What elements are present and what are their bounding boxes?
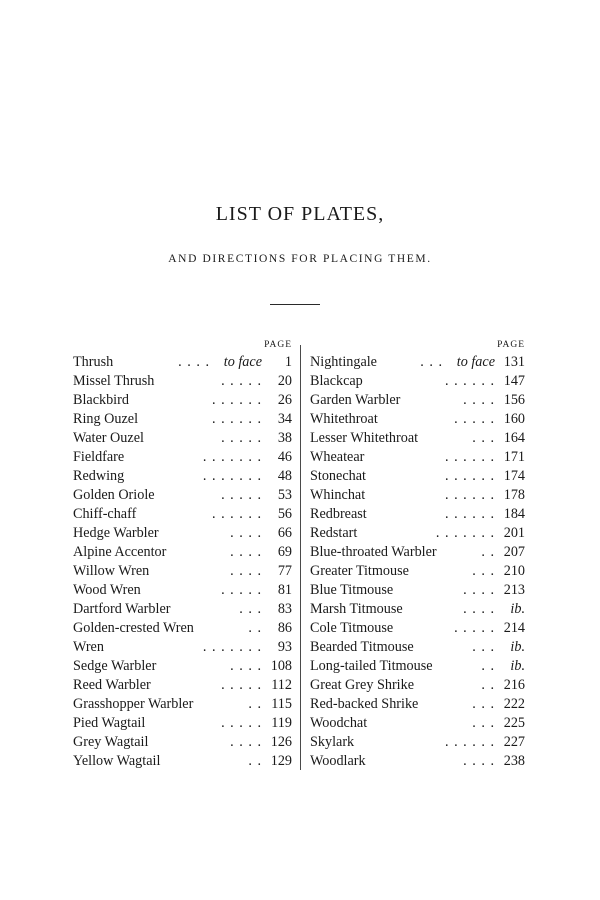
plate-entry xyxy=(73,695,292,714)
plate-entry xyxy=(310,581,525,600)
leader-dots: . . . xyxy=(472,715,495,731)
leader-dots: . . . . xyxy=(463,582,495,598)
leader-dots: . . . . xyxy=(178,354,210,370)
plate-name: Missel Thrush xyxy=(73,373,155,389)
leader-dots: . . . . . . . xyxy=(202,639,262,655)
plate-entry xyxy=(73,486,292,505)
plate-name: Stonechat xyxy=(310,468,366,484)
plate-name: Blackbird xyxy=(73,392,129,408)
page-number: 56 xyxy=(277,506,292,522)
plates-list-left xyxy=(73,337,292,771)
page-number: 83 xyxy=(277,601,292,617)
leader-dots: . . . . xyxy=(230,525,262,541)
page-column-header-left: PAGE xyxy=(264,340,292,350)
plate-entry xyxy=(73,600,292,619)
plate-entry xyxy=(310,410,525,429)
leader-dots: . . . . . xyxy=(221,677,262,693)
page-number: 207 xyxy=(503,544,525,560)
leader-dots: . . . . . xyxy=(221,373,262,389)
plate-name: Golden-crested Wren xyxy=(73,620,194,636)
leader-dots: . . . xyxy=(472,696,495,712)
plate-name: Woodchat xyxy=(310,715,368,731)
page-number: 201 xyxy=(503,525,525,541)
plate-name: Grey Wagtail xyxy=(73,734,149,750)
plate-name: Thrush xyxy=(73,354,114,370)
plate-name: Willow Wren xyxy=(73,563,150,579)
plate-name: Wood Wren xyxy=(73,582,141,598)
leader-dots: . . . . . xyxy=(221,430,262,446)
plate-entry xyxy=(310,391,525,410)
plate-entry xyxy=(310,733,525,752)
leader-dots: . . . . . . xyxy=(444,373,495,389)
plate-name: Wren xyxy=(73,639,104,655)
plate-name: Yellow Wagtail xyxy=(73,753,161,769)
plate-entry xyxy=(310,714,525,733)
page-number: ib. xyxy=(510,601,525,617)
page-number: 119 xyxy=(271,715,292,731)
plate-entry xyxy=(73,524,292,543)
leader-dots: . . . . . . xyxy=(444,734,495,750)
plate-name: Ring Ouzel xyxy=(73,411,139,427)
page-number: ib. xyxy=(510,658,525,674)
plate-name: Chiff-chaff xyxy=(73,506,137,522)
leader-dots: . . . . . xyxy=(221,487,262,503)
plate-name: Whinchat xyxy=(310,487,366,503)
page-number: 178 xyxy=(503,487,525,503)
leader-dots: . . . . . . xyxy=(444,487,495,503)
page-number: 115 xyxy=(271,696,292,712)
page-number: 20 xyxy=(277,373,292,389)
plate-entry xyxy=(310,619,525,638)
leader-dots: . . . . xyxy=(230,563,262,579)
page-title: LIST OF PLATES, xyxy=(215,203,385,225)
page-number: ib. xyxy=(510,639,525,655)
leader-dots: . . . . xyxy=(230,658,262,674)
plate-name: Redbreast xyxy=(310,506,367,522)
leader-dots: . . xyxy=(248,620,262,636)
leader-dots: . . . . . xyxy=(221,715,262,731)
leader-dots: . . . xyxy=(472,639,495,655)
plate-name: Red-backed Shrike xyxy=(310,696,419,712)
page-number: 216 xyxy=(503,677,525,693)
page-number: 184 xyxy=(503,506,525,522)
page-number: 112 xyxy=(271,677,292,693)
leader-dots: . . . . xyxy=(463,392,495,408)
page-number: 81 xyxy=(277,582,292,598)
leader-dots: . . . . . . xyxy=(444,468,495,484)
page-number: 227 xyxy=(503,734,525,750)
plate-name: Woodlark xyxy=(310,753,366,769)
plate-entry xyxy=(73,353,292,372)
plate-entry xyxy=(310,429,525,448)
plate-name: Cole Titmouse xyxy=(310,620,394,636)
plate-entry xyxy=(310,353,525,372)
page-number: 34 xyxy=(277,411,292,427)
leader-dots: . . xyxy=(481,544,495,560)
page-number: 126 xyxy=(270,734,292,750)
plate-entry xyxy=(73,676,292,695)
leader-dots: . . . . . . . xyxy=(435,525,495,541)
leader-dots: . . xyxy=(481,677,495,693)
plate-name: Pied Wagtail xyxy=(73,715,146,731)
page-number: 164 xyxy=(503,430,525,446)
page-column-header-right: PAGE xyxy=(497,340,525,350)
page-subtitle: AND DIRECTIONS FOR PLACING THEM. xyxy=(168,253,432,265)
leader-dots: . . . . . . xyxy=(211,392,262,408)
plate-entry xyxy=(310,695,525,714)
plate-name: Dartford Warbler xyxy=(73,601,171,617)
page-number: 222 xyxy=(503,696,525,712)
plate-entry xyxy=(310,638,525,657)
leader-dots: . . . xyxy=(472,563,495,579)
leader-dots: . . . xyxy=(239,601,262,617)
plate-entry xyxy=(73,505,292,524)
plate-name: Redwing xyxy=(73,468,125,484)
plate-name: Marsh Titmouse xyxy=(310,601,403,617)
plate-name: Nightingale xyxy=(310,354,377,370)
page-number: 171 xyxy=(503,449,525,465)
plates-list-right xyxy=(310,337,525,771)
plate-entry xyxy=(73,657,292,676)
to-face-label: to face xyxy=(223,354,262,370)
leader-dots: . . xyxy=(248,696,262,712)
column-divider xyxy=(300,345,301,770)
plate-entry xyxy=(73,467,292,486)
plate-entry xyxy=(73,752,292,771)
page-number: 46 xyxy=(277,449,292,465)
page-number: 147 xyxy=(503,373,525,389)
plate-entry xyxy=(73,714,292,733)
plate-entry xyxy=(73,562,292,581)
page-number: 129 xyxy=(270,753,292,769)
plate-entry xyxy=(310,505,525,524)
leader-dots: . . . . . . xyxy=(211,411,262,427)
plate-entry xyxy=(73,733,292,752)
plate-entry xyxy=(310,448,525,467)
plate-name: Garden Warbler xyxy=(310,392,401,408)
leader-dots: . . . . xyxy=(230,734,262,750)
plate-name: Blackcap xyxy=(310,373,363,389)
title-rule xyxy=(270,304,320,305)
plate-entry xyxy=(310,676,525,695)
plate-name: Wheatear xyxy=(310,449,365,465)
page-number: 38 xyxy=(277,430,292,446)
page-number: 156 xyxy=(503,392,525,408)
plate-name: Golden Oriole xyxy=(73,487,155,503)
plate-name: Grasshopper Warbler xyxy=(73,696,194,712)
plate-name: Blue-throated Warbler xyxy=(310,544,437,560)
leader-dots: . . . . . xyxy=(454,620,495,636)
page-number: 108 xyxy=(270,658,292,674)
plate-entry xyxy=(310,543,525,562)
plate-name: Blue Titmouse xyxy=(310,582,394,598)
page-number: 48 xyxy=(277,468,292,484)
plate-entry xyxy=(310,657,525,676)
plate-entry xyxy=(73,619,292,638)
plate-name: Greater Titmouse xyxy=(310,563,409,579)
plate-name: Hedge Warbler xyxy=(73,525,159,541)
leader-dots: . . xyxy=(481,658,495,674)
leader-dots: . . . . . . xyxy=(444,506,495,522)
plate-name: Redstart xyxy=(310,525,358,541)
leader-dots: . . xyxy=(248,753,262,769)
plate-name: Fieldfare xyxy=(73,449,125,465)
plate-entry xyxy=(310,752,525,771)
plate-entry xyxy=(73,429,292,448)
plate-entry xyxy=(73,638,292,657)
page-number: 160 xyxy=(503,411,525,427)
page-number: 174 xyxy=(503,468,525,484)
page-number: 77 xyxy=(277,563,292,579)
plate-entry xyxy=(73,581,292,600)
plate-name: Alpine Accentor xyxy=(73,544,167,560)
plate-name: Water Ouzel xyxy=(73,430,144,446)
page-number: 53 xyxy=(277,487,292,503)
page-number: 225 xyxy=(503,715,525,731)
plate-entry xyxy=(73,372,292,391)
plate-name: Skylark xyxy=(310,734,355,750)
leader-dots: . . . . xyxy=(463,753,495,769)
leader-dots: . . . . . . xyxy=(444,449,495,465)
page-number: 66 xyxy=(277,525,292,541)
plate-name: Sedge Warbler xyxy=(73,658,157,674)
plate-name: Bearded Titmouse xyxy=(310,639,414,655)
plate-entry xyxy=(310,600,525,619)
plate-name: Long-tailed Titmouse xyxy=(310,658,433,674)
plate-entry xyxy=(310,524,525,543)
leader-dots: . . . . . . xyxy=(211,506,262,522)
plate-entry xyxy=(310,467,525,486)
plate-name: Lesser Whitethroat xyxy=(310,430,419,446)
page-number: 93 xyxy=(277,639,292,655)
leader-dots: . . . . . xyxy=(221,582,262,598)
leader-dots: . . . . . . . xyxy=(202,468,262,484)
page-number: 26 xyxy=(277,392,292,408)
plate-name: Whitethroat xyxy=(310,411,378,427)
plate-name: Great Grey Shrike xyxy=(310,677,415,693)
plate-entry xyxy=(310,562,525,581)
page-number: 238 xyxy=(503,753,525,769)
page-number: 69 xyxy=(277,544,292,560)
page-number: 1 xyxy=(284,354,292,370)
plate-entry xyxy=(73,543,292,562)
page-number: 210 xyxy=(503,563,525,579)
to-face-label: to face xyxy=(456,354,495,370)
plate-entry xyxy=(73,448,292,467)
plate-entry xyxy=(310,486,525,505)
leader-dots: . . . xyxy=(420,354,443,370)
leader-dots: . . . . xyxy=(463,601,495,617)
leader-dots: . . . . xyxy=(230,544,262,560)
plate-name: Reed Warbler xyxy=(73,677,151,693)
leader-dots: . . . . . xyxy=(454,411,495,427)
page-number: 213 xyxy=(503,582,525,598)
leader-dots: . . . xyxy=(472,430,495,446)
plate-entry xyxy=(73,410,292,429)
page-number: 214 xyxy=(503,620,525,636)
plate-entry xyxy=(310,372,525,391)
page-number: 131 xyxy=(503,354,525,370)
page-number: 86 xyxy=(277,620,292,636)
leader-dots: . . . . . . . xyxy=(202,449,262,465)
plate-entry xyxy=(73,391,292,410)
